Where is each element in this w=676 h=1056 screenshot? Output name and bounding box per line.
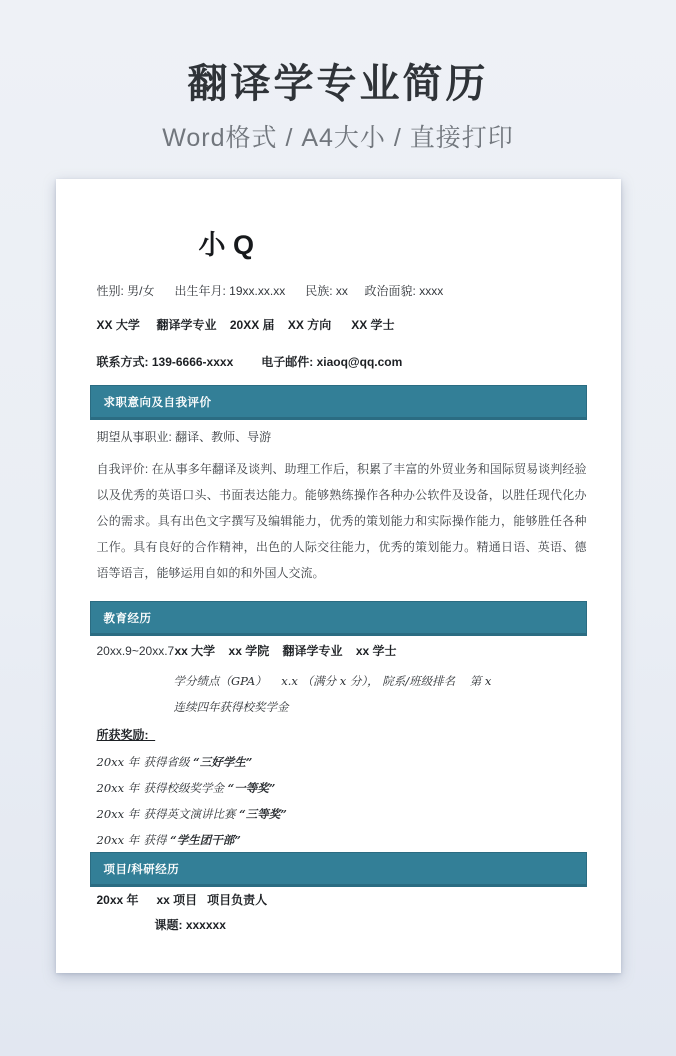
award-name: “三好学生” — [193, 755, 253, 769]
award-year: 20xx 年 — [96, 755, 140, 769]
award-year: 20xx 年 — [96, 833, 140, 847]
award-row — [97, 755, 587, 770]
award-row — [97, 781, 587, 796]
award-text — [144, 755, 253, 770]
desired-jobs-line: 期望从事职业: 翻译、教师、导游 — [96, 430, 272, 444]
phone-label: 联系方式: — [96, 355, 152, 369]
candidate-name: 小 Q — [198, 230, 255, 260]
award-name: “一等奖” — [227, 781, 276, 795]
awards-heading: 所获奖励: — [96, 728, 156, 742]
promo-banner — [0, 0, 676, 154]
project-year: 20xx 年 — [96, 893, 139, 907]
project-entry-row — [97, 892, 587, 908]
award-year: 20xx 年 — [96, 807, 140, 821]
award-prefix: 获得省级 — [143, 755, 194, 769]
gpa-line: 学分绩点（GPA） x.x （满分 x 分）， 院系/班级排名 第 x — [173, 674, 492, 688]
award-name: “三等奖” — [239, 807, 287, 821]
section-title-education: 教育经历 — [103, 612, 152, 625]
award-row — [97, 807, 587, 822]
basic-info-line: 性别: 男/女 出生年月: 19xx.xx.xx 民族: xx 政治面貌: xxxx — [96, 284, 444, 298]
award-text — [144, 781, 276, 796]
award-prefix: 获得 — [143, 833, 171, 847]
section-title-objective: 求职意向及自我评价 — [103, 396, 212, 409]
section-header-education — [90, 601, 587, 636]
project-topic-line: 课题: xxxxxx — [154, 918, 226, 932]
resume-page — [56, 179, 621, 973]
awards-heading-wrap — [90, 714, 587, 744]
education-entry-row — [97, 643, 587, 659]
award-prefix: 获得校级奖学金 — [143, 781, 228, 795]
section-header-projects — [90, 852, 587, 887]
award-text — [144, 807, 287, 822]
project-title-line: xx 项目 项目负责人 — [156, 893, 268, 907]
email-value: xiaoq@qq.com — [316, 355, 403, 369]
scholarship-line: 连续四年获得校奖学金 — [173, 700, 289, 714]
section-title-projects: 项目/科研经历 — [103, 863, 180, 876]
award-year: 20xx 年 — [96, 781, 140, 795]
banner-subtitle: Word格式 / A4大小 / 直接打印 — [162, 124, 514, 152]
phone-value: 139-6666-xxxx — [151, 355, 234, 369]
self-evaluation-paragraph: 自我评价: 在从事多年翻译及谈判、助理工作后，积累了丰富的外贸业务和国际贸易谈判经验以及优秀的英语口头、书面表达能力。能够熟练操作各种办公软件及设备，以胜任现代化办公的需求。具有出色文字撰写及编辑能力，优秀的策划能力和实际操作能力，能够胜任各种工作。具有良好的合作精神，出色的人际交往能力，优秀的策划能力。精通日语、英语、德语等语言，能够运用自如的和外国人交流。 — [96, 462, 587, 580]
education-period: 20xx.9~20xx.7 — [96, 644, 175, 658]
email-label: 电子邮件: — [261, 355, 317, 369]
award-prefix: 获得英文演讲比赛 — [143, 807, 240, 821]
section-header-objective — [90, 385, 587, 420]
award-name: “学生团干部” — [170, 833, 241, 847]
banner-title: 翻译学专业简历 — [187, 62, 489, 106]
award-row — [97, 833, 587, 848]
education-school-line: xx 大学 xx 学院 翻译学专业 xx 学士 — [174, 644, 397, 658]
education-summary-line: XX 大学 翻译学专业 20XX 届 XX 方向 XX 学士 — [96, 318, 395, 332]
award-text — [144, 833, 241, 848]
contact-line — [97, 354, 587, 370]
